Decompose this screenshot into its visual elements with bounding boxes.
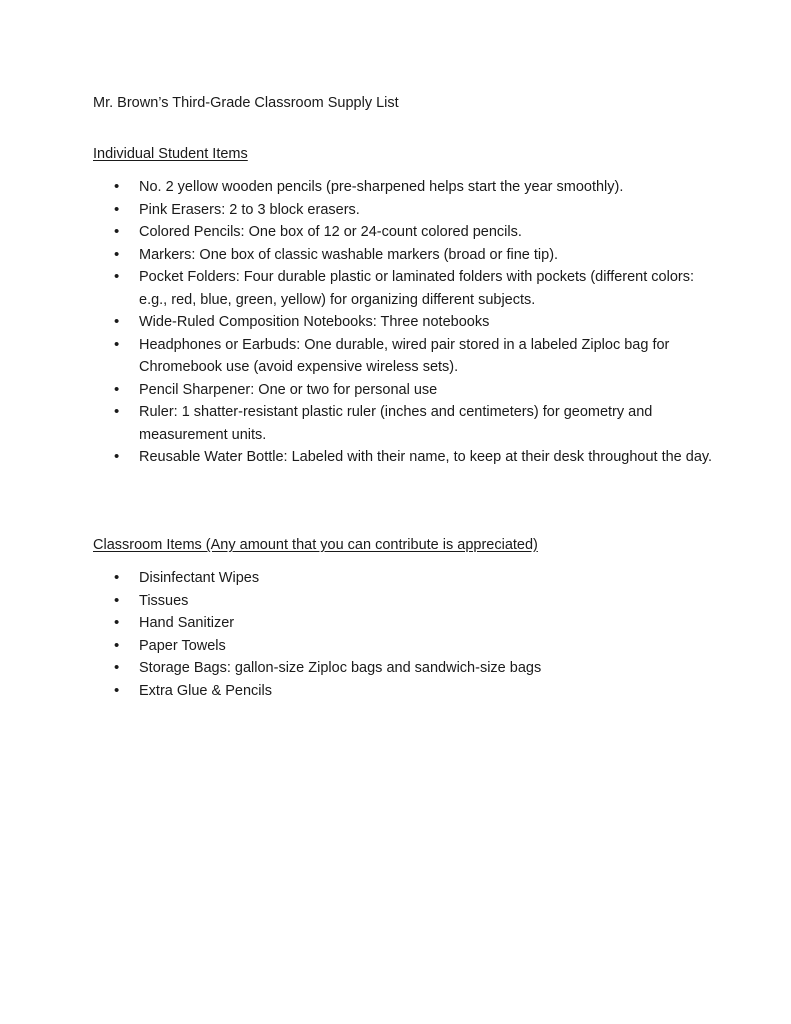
list-item: • Pocket Folders: Four durable plastic or laminated folders with pockets (different colors: e.g., red, blue, green, yellow) for organizing different subjects.: [93, 266, 713, 311]
section-heading-classroom-items: Classroom Items (Any amount that you can contribute is appreciated): [93, 537, 538, 553]
list-item: • Hand Sanitizer: [93, 612, 713, 635]
list-item: • Headphones or Earbuds: One durable, wired pair stored in a labeled Ziploc bag for Chromebook use (avoid expensive wireless sets).: [93, 334, 713, 379]
list-item: • Reusable Water Bottle: Labeled with their name, to keep at their desk throughout the day.: [93, 446, 713, 469]
list-item: • Paper Towels: [93, 635, 713, 658]
list-item: • Colored Pencils: One box of 12 or 24-count colored pencils.: [93, 221, 713, 244]
list-item: • Extra Glue & Pencils: [93, 680, 713, 703]
list-item: • No. 2 yellow wooden pencils (pre-sharpened helps start the year smoothly).: [93, 176, 713, 199]
list-item: • Wide-Ruled Composition Notebooks: Three notebooks: [93, 311, 713, 334]
list-item: • Pink Erasers: 2 to 3 block erasers.: [93, 199, 713, 222]
individual-student-items-list: [93, 176, 713, 469]
list-item: • Ruler: 1 shatter-resistant plastic ruler (inches and centimeters) for geometry and measurement units.: [93, 401, 713, 446]
list-item: • Markers: One box of classic washable markers (broad or fine tip).: [93, 244, 713, 267]
list-item: • Storage Bags: gallon-size Ziploc bags and sandwich-size bags: [93, 657, 713, 680]
classroom-items-list: [93, 567, 713, 702]
document-title: Mr. Brown’s Third-Grade Classroom Supply List: [93, 95, 399, 111]
section-heading-individual-student-items: Individual Student Items: [93, 146, 248, 162]
list-item: • Disinfectant Wipes: [93, 567, 713, 590]
list-item: • Pencil Sharpener: One or two for personal use: [93, 379, 713, 402]
list-item: • Tissues: [93, 590, 713, 613]
